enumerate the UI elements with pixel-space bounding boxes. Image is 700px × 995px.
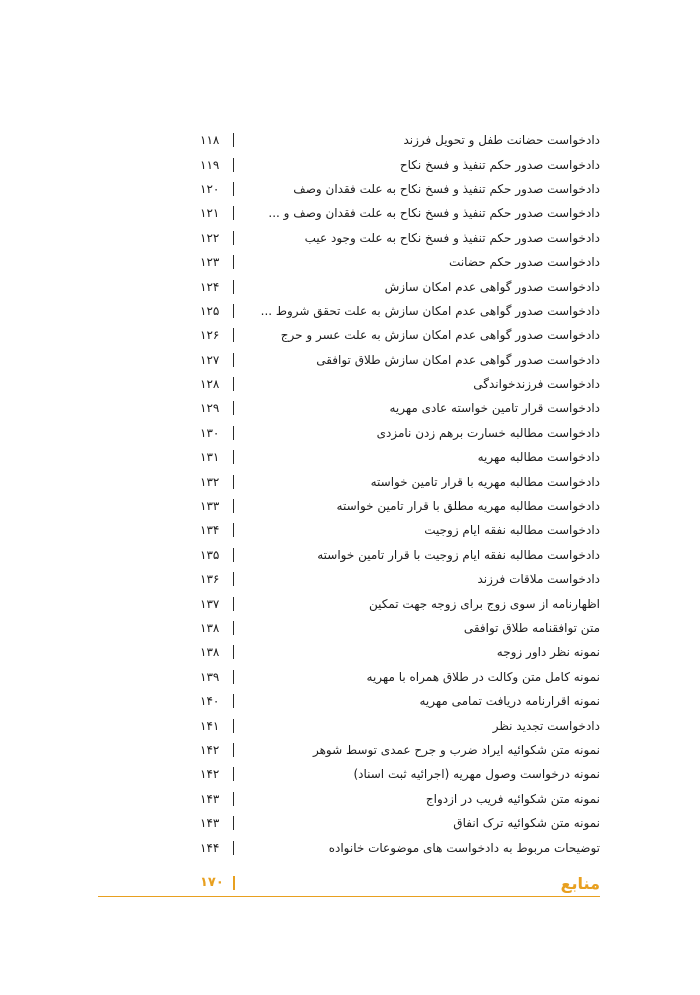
toc-entry[interactable]	[200, 274, 600, 298]
toc-entry[interactable]	[200, 543, 600, 567]
toc-entry[interactable]	[200, 372, 600, 396]
toc-entry[interactable]	[200, 494, 600, 518]
toc-entry-title: دادخواست صدور گواهی عدم امکان سازش به علت عسر و حرج	[280, 328, 600, 343]
toc-entry-title: دادخواست صدور حکم تنفیذ و فسخ نکاح به علت فقدان وصف و ...	[268, 206, 600, 221]
toc-entry[interactable]	[200, 689, 600, 713]
toc-entry-page: ۱۲۰	[200, 182, 234, 196]
toc-entry-page: ۱۳۰	[200, 426, 234, 440]
toc-entry-page: ۱۴۲	[200, 743, 234, 757]
toc-entry[interactable]	[200, 518, 600, 542]
toc-entry[interactable]	[200, 835, 600, 859]
toc-entry-page: ۱۳۱	[200, 450, 234, 464]
toc-entry[interactable]	[200, 665, 600, 689]
toc-entry[interactable]	[200, 201, 600, 225]
toc-entry-title: دادخواست قرار تامین خواسته عادی مهریه	[389, 401, 600, 416]
toc-entry-title: اظهارنامه از سوی زوج برای زوجه جهت تمکین	[368, 596, 600, 611]
toc-entry-page: ۱۳۷	[200, 597, 234, 611]
toc-entry-title: دادخواست مطالبه مهریه	[477, 450, 600, 465]
toc-entry-title: دادخواست فرزندخواندگی	[473, 377, 600, 392]
toc-entry[interactable]	[200, 323, 600, 347]
toc-entry[interactable]	[200, 348, 600, 372]
toc-entry-title: دادخواست مطالبه خسارت برهم زدن نامزدی	[376, 425, 600, 440]
toc-entry-page: ۱۲۱	[200, 206, 234, 220]
toc-entry[interactable]	[200, 128, 600, 152]
toc-entry-page: ۱۴۳	[200, 816, 234, 830]
toc-entry[interactable]	[200, 421, 600, 445]
toc-entry-page: ۱۲۷	[200, 353, 234, 367]
toc-entry-page: ۱۳۸	[200, 621, 234, 635]
sources-title: منابع	[560, 873, 600, 893]
toc-entry-title: دادخواست صدور حکم تنفیذ و فسخ نکاح	[399, 157, 600, 172]
toc-entry[interactable]	[200, 445, 600, 469]
toc-entry-page: ۱۱۹	[200, 158, 234, 172]
toc-entry-page: ۱۴۲	[200, 767, 234, 781]
toc-entry-page: ۱۳۹	[200, 670, 234, 684]
toc-entry-title: دادخواست صدور حکم حضانت	[449, 255, 600, 270]
toc-entry-page: ۱۲۶	[200, 328, 234, 342]
toc-entry-title: دادخواست صدور گواهی عدم امکان سازش طلاق توافقی	[316, 352, 600, 367]
toc-entry-page: ۱۳۶	[200, 572, 234, 586]
toc-entry-page: ۱۳۴	[200, 523, 234, 537]
toc-entry[interactable]	[200, 299, 600, 323]
toc-entry-title: نمونه کامل متن وکالت در طلاق همراه با مهریه	[366, 669, 600, 684]
toc-entry[interactable]	[200, 152, 600, 176]
toc-entry-title: دادخواست حضانت طفل و تحویل فرزند	[403, 133, 600, 148]
toc-entry-title: نمونه نظر داور زوجه	[496, 645, 600, 660]
toc-entry-title: توضیحات مربوط به دادخواست های موضوعات خانواده	[328, 840, 600, 855]
toc-entry[interactable]	[200, 591, 600, 615]
toc-entry-title: دادخواست مطالبه مهریه با قرار تامین خواسته	[370, 474, 600, 489]
toc-entry[interactable]	[200, 713, 600, 737]
toc-entry-title: نمونه متن شکوائیه ایراد ضرب و جرح عمدی توسط شوهر	[312, 742, 600, 757]
toc-entry-page: ۱۱۸	[200, 133, 234, 147]
toc-entry-page: ۱۴۰	[200, 694, 234, 708]
toc-entry[interactable]	[200, 250, 600, 274]
toc-entry[interactable]	[200, 567, 600, 591]
toc-entry-title: دادخواست مطالبه مهریه مطلق با قرار تامین خواسته	[336, 499, 600, 514]
toc-entry-page: ۱۲۸	[200, 377, 234, 391]
sources-page: ۱۷۰	[200, 876, 235, 890]
toc-entry-page: ۱۲۴	[200, 280, 234, 294]
toc-entry-page: ۱۲۳	[200, 255, 234, 269]
toc-entry-title: نمونه متن شکوائیه ترک انفاق	[453, 816, 600, 831]
toc-entry-title: نمونه اقرارنامه دریافت تمامی مهریه	[419, 694, 600, 709]
toc-entry-page: ۱۳۲	[200, 475, 234, 489]
toc-entry-title: دادخواست صدور گواهی عدم امکان سازش به علت تحقق شروط ...	[260, 303, 600, 318]
toc-entry[interactable]	[200, 640, 600, 664]
toc-entry-page: ۱۴۴	[200, 841, 234, 855]
toc-entry-title: متن توافقنامه طلاق توافقی	[463, 621, 600, 635]
toc-entry-page: ۱۳۵	[200, 548, 234, 562]
toc-entry-title: دادخواست صدور حکم تنفیذ و فسخ نکاح به علت وجود عیب	[304, 230, 600, 245]
toc-entry[interactable]	[200, 396, 600, 420]
toc-entry-title: دادخواست صدور حکم تنفیذ و فسخ نکاح به علت فقدان وصف	[293, 181, 600, 196]
toc-entry-page: ۱۲۲	[200, 231, 234, 245]
toc-entry-page: ۱۲۵	[200, 304, 234, 318]
toc-entry[interactable]	[200, 787, 600, 811]
toc-entry-page: ۱۲۹	[200, 401, 234, 415]
toc-entry-page: ۱۴۱	[200, 719, 234, 733]
table-of-contents	[200, 128, 600, 860]
toc-entry[interactable]	[200, 762, 600, 786]
toc-entry-title: دادخواست ملاقات فرزند	[477, 572, 600, 587]
toc-entry-page: ۱۴۳	[200, 792, 234, 806]
toc-entry-title: نمونه درخواست وصول مهریه (اجرائیه ثبت اسناد)	[353, 767, 600, 782]
toc-entry[interactable]	[200, 177, 600, 201]
toc-entry-sources[interactable]	[200, 872, 600, 894]
toc-entry-page: ۱۳۳	[200, 499, 234, 513]
toc-entry[interactable]	[200, 616, 600, 640]
toc-entry[interactable]	[200, 226, 600, 250]
accent-divider	[98, 896, 600, 897]
toc-entry-title: دادخواست مطالبه نفقه ایام زوجیت	[424, 523, 600, 538]
toc-entry-title: دادخواست مطالبه نفقه ایام زوجیت با قرار تامین خواسته	[317, 547, 600, 562]
toc-entry-title: دادخواست صدور گواهی عدم امکان سازش	[384, 279, 600, 294]
toc-entry-page: ۱۳۸	[200, 645, 234, 659]
toc-entry-title: دادخواست تجدید نظر	[492, 718, 600, 733]
toc-entry-title: نمونه متن شکوائیه فریب در ازدواج	[425, 791, 600, 806]
toc-entry[interactable]	[200, 811, 600, 835]
toc-entry[interactable]	[200, 469, 600, 493]
toc-entry[interactable]	[200, 738, 600, 762]
